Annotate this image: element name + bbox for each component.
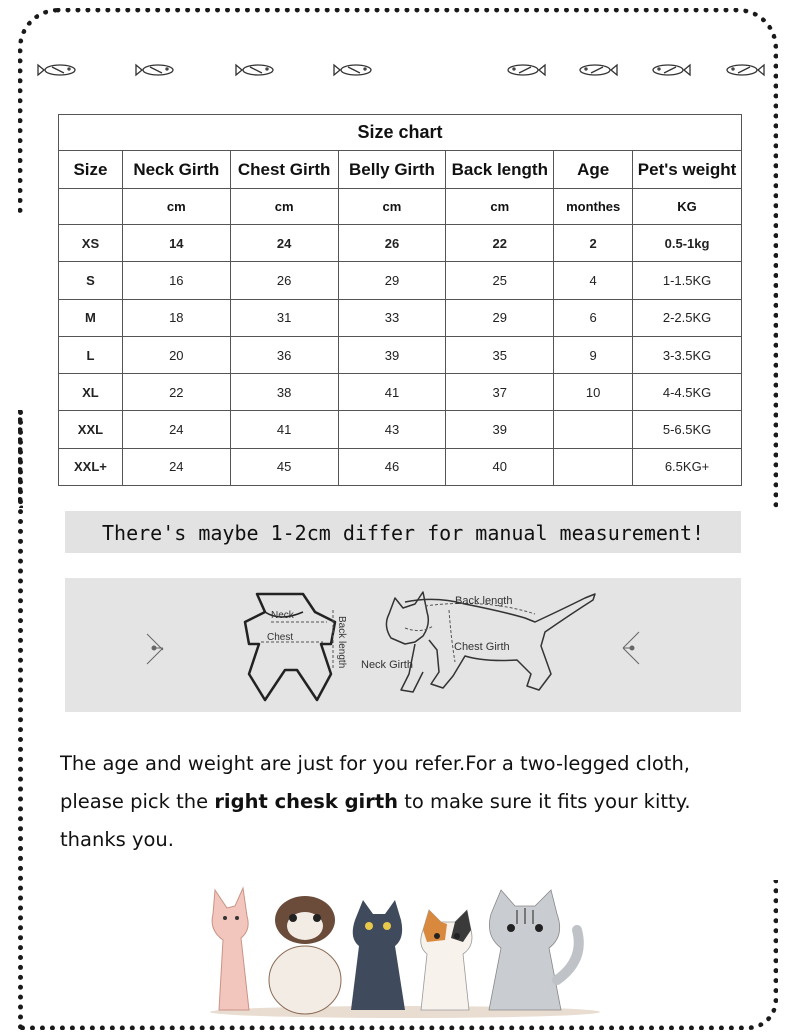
unit-neck: cm	[122, 189, 230, 225]
cell-weight: 4-4.5KG	[633, 374, 742, 411]
unit-belly: cm	[338, 189, 446, 225]
brown-cat-icon	[269, 896, 341, 1014]
label-neck: Neck	[271, 610, 294, 621]
cell-back: 37	[446, 374, 554, 411]
fish-icon	[653, 65, 690, 75]
instructions-emphasis: right chesk girth	[214, 790, 399, 813]
header-chest-girth: Chest Girth	[230, 151, 338, 189]
cell-size: S	[59, 262, 123, 299]
header-back-length: Back length	[446, 151, 554, 189]
unit-chest: cm	[230, 189, 338, 225]
cell-size: XXL+	[59, 448, 123, 485]
fish-icon	[38, 65, 75, 75]
header-pet-weight: Pet's weight	[633, 151, 742, 189]
cell-neck: 16	[122, 262, 230, 299]
header-age: Age	[554, 151, 633, 189]
unit-age: monthes	[554, 189, 633, 225]
cell-weight: 5-6.5KG	[633, 411, 742, 448]
cell-age	[554, 448, 633, 485]
table-row	[59, 225, 742, 262]
cell-chest: 26	[230, 262, 338, 299]
fish-icon	[236, 65, 273, 75]
cell-neck: 14	[122, 225, 230, 262]
instructions-text	[60, 745, 760, 859]
right-ornament-icon	[623, 632, 639, 664]
header-size: Size	[59, 151, 123, 189]
cell-belly: 46	[338, 448, 446, 485]
cell-belly: 26	[338, 225, 446, 262]
left-ornament-icon	[147, 634, 163, 664]
cell-age: 6	[554, 299, 633, 336]
fish-icon	[334, 65, 371, 75]
label-cat-neck-girth: Neck Girth	[361, 659, 413, 671]
instructions-line-2	[60, 783, 760, 821]
instructions-line-2-after: to make sure it fits your kitty.	[404, 790, 691, 813]
cell-belly: 41	[338, 374, 446, 411]
cell-chest: 36	[230, 336, 338, 373]
cell-chest: 24	[230, 225, 338, 262]
unit-back: cm	[446, 189, 554, 225]
cell-chest: 45	[230, 448, 338, 485]
label-cat-chest-girth: Chest Girth	[454, 641, 510, 653]
table-row	[59, 336, 742, 373]
cell-weight: 2-2.5KG	[633, 299, 742, 336]
table-units-row	[59, 189, 742, 225]
measurement-diagram	[65, 578, 741, 712]
cell-weight: 1-1.5KG	[633, 262, 742, 299]
measurement-note: There's maybe 1-2cm differ for manual measurement!	[65, 511, 741, 553]
cats-illustration	[205, 880, 605, 1020]
cell-size: M	[59, 299, 123, 336]
instructions-line-2-before: please pick the	[60, 790, 209, 813]
cell-size: XS	[59, 225, 123, 262]
label-chest: Chest	[267, 632, 294, 643]
cell-back: 39	[446, 411, 554, 448]
unit-size	[59, 189, 123, 225]
measurement-diagram-svg	[65, 578, 741, 712]
cell-back: 35	[446, 336, 554, 373]
cat-chest-line	[449, 610, 455, 662]
cell-age: 4	[554, 262, 633, 299]
fish-icon	[580, 65, 617, 75]
cell-size: XXL	[59, 411, 123, 448]
cell-back: 40	[446, 448, 554, 485]
cell-neck: 24	[122, 448, 230, 485]
fish-icon	[136, 65, 173, 75]
header-belly-girth: Belly Girth	[338, 151, 446, 189]
label-back-length-vertical: Back length	[336, 616, 347, 669]
cell-neck: 22	[122, 374, 230, 411]
cell-neck: 24	[122, 411, 230, 448]
cell-neck: 20	[122, 336, 230, 373]
fish-decoration-row	[0, 60, 800, 80]
cell-chest: 31	[230, 299, 338, 336]
frame-gap-right	[770, 510, 784, 835]
cell-age	[554, 411, 633, 448]
table-header-row	[59, 151, 742, 189]
cell-belly: 29	[338, 262, 446, 299]
cat-neck-line	[405, 626, 433, 631]
cell-belly: 39	[338, 336, 446, 373]
cell-age: 2	[554, 225, 633, 262]
cell-size: L	[59, 336, 123, 373]
grey-cat-icon	[489, 890, 579, 1010]
cell-back: 25	[446, 262, 554, 299]
unit-weight: KG	[633, 189, 742, 225]
size-chart-table	[58, 114, 742, 486]
calico-cat-icon	[421, 910, 472, 1010]
cell-chest: 41	[230, 411, 338, 448]
sphynx-cat-icon	[212, 888, 249, 1010]
table-row	[59, 374, 742, 411]
cell-neck: 18	[122, 299, 230, 336]
cell-belly: 43	[338, 411, 446, 448]
cell-size: XL	[59, 374, 123, 411]
cell-weight: 3-3.5KG	[633, 336, 742, 373]
table-row	[59, 299, 742, 336]
header-neck-girth: Neck Girth	[122, 151, 230, 189]
instructions-line-1: The age and weight are just for you refer.For a two-legged cloth,	[60, 752, 690, 775]
table-row	[59, 262, 742, 299]
cell-belly: 33	[338, 299, 446, 336]
instructions-line-3: thanks you.	[60, 828, 174, 851]
fish-icon	[508, 65, 545, 75]
table-row	[59, 411, 742, 448]
frame-gap-left	[14, 215, 28, 410]
cell-back: 22	[446, 225, 554, 262]
black-cat-icon	[351, 900, 405, 1010]
label-cat-back-length: Back length	[455, 595, 513, 607]
table-title: Size chart	[59, 115, 742, 151]
cell-age: 10	[554, 374, 633, 411]
cell-weight: 0.5-1kg	[633, 225, 742, 262]
table-row	[59, 448, 742, 485]
cell-weight: 6.5KG+	[633, 448, 742, 485]
cell-age: 9	[554, 336, 633, 373]
cell-back: 29	[446, 299, 554, 336]
fish-icon	[727, 65, 764, 75]
cell-chest: 38	[230, 374, 338, 411]
